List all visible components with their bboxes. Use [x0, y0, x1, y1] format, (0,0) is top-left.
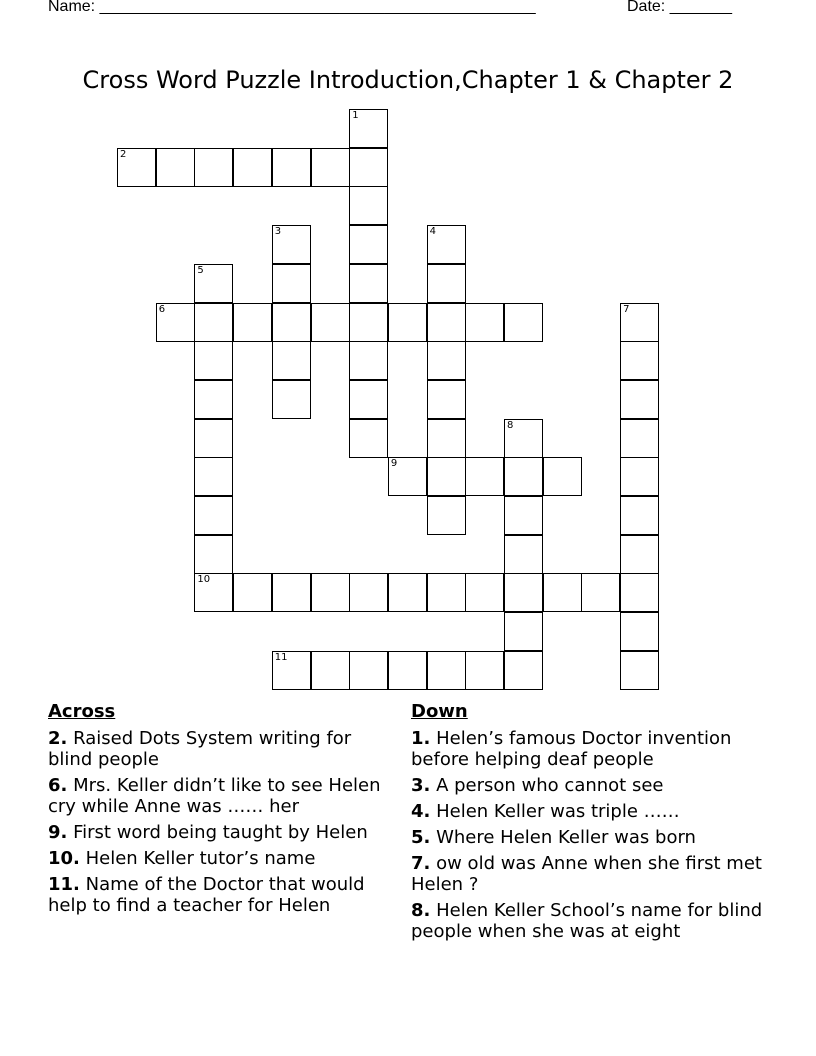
grid-cell[interactable]: [349, 419, 388, 458]
down-clue: [411, 853, 781, 895]
clue-number-label: 7.: [411, 853, 431, 874]
grid-cell[interactable]: [504, 419, 543, 458]
grid-cell[interactable]: [349, 651, 388, 690]
grid-cell[interactable]: [272, 148, 311, 187]
grid-cell[interactable]: [194, 341, 233, 380]
clue-number: 4: [429, 226, 436, 238]
clue-text: Helen Keller was triple ……: [430, 801, 680, 822]
grid-cell[interactable]: [465, 651, 504, 690]
across-clue: [48, 848, 398, 869]
grid-cell[interactable]: [504, 457, 543, 496]
clue-text: ow old was Anne when she first met Helen ?: [411, 853, 762, 895]
grid-cell[interactable]: [349, 264, 388, 303]
grid-cell[interactable]: [311, 303, 350, 342]
down-clue: [411, 775, 781, 796]
grid-cell[interactable]: [427, 264, 466, 303]
grid-cell[interactable]: [194, 380, 233, 419]
clue-number-label: 9.: [48, 822, 68, 843]
clue-text: Mrs. Keller didn’t like to see Helen cry while Anne was …… her: [48, 775, 381, 817]
grid-cell[interactable]: [349, 380, 388, 419]
grid-cell[interactable]: [504, 651, 543, 690]
clue-number: 10: [197, 574, 211, 586]
name-field[interactable]: Name: _________________________________________________: [48, 0, 536, 15]
grid-cell[interactable]: [581, 573, 620, 612]
grid-cell[interactable]: [504, 303, 543, 342]
down-clue: [411, 900, 781, 942]
across-heading: Across: [48, 701, 116, 722]
grid-cell[interactable]: [388, 303, 427, 342]
grid-cell[interactable]: [233, 303, 272, 342]
grid-cell[interactable]: [427, 496, 466, 535]
grid-cell[interactable]: [349, 109, 388, 148]
clue-number-label: 3.: [411, 775, 431, 796]
grid-cell[interactable]: [272, 573, 311, 612]
down-clues: [411, 701, 781, 947]
grid-cell[interactable]: [156, 303, 195, 342]
grid-cell[interactable]: [311, 148, 350, 187]
clue-text: Where Helen Keller was born: [430, 827, 696, 848]
date-field[interactable]: Date: _______: [627, 0, 732, 15]
grid-cell[interactable]: [194, 573, 233, 612]
clue-text: Raised Dots System writing for blind people: [48, 728, 352, 770]
grid-cell[interactable]: [388, 457, 427, 496]
clue-number-label: 5.: [411, 827, 431, 848]
grid-cell[interactable]: [465, 303, 504, 342]
grid-cell[interactable]: [194, 419, 233, 458]
grid-cell[interactable]: [311, 651, 350, 690]
grid-cell[interactable]: [349, 186, 388, 225]
clue-number-label: 11.: [48, 874, 80, 895]
clue-number-label: 8.: [411, 900, 431, 921]
grid-cell[interactable]: [194, 303, 233, 342]
grid-cell[interactable]: [349, 573, 388, 612]
clue-number-label: 10.: [48, 848, 80, 869]
clue-text: First word being taught by Helen: [67, 822, 368, 843]
clue-number-label: 1.: [411, 728, 431, 749]
across-clue: [48, 822, 398, 843]
across-clue: [48, 874, 398, 916]
down-clue: [411, 827, 781, 848]
clue-text: Helen’s famous Doctor invention before helping deaf people: [411, 728, 732, 770]
grid-cell[interactable]: [620, 341, 659, 380]
grid-cell[interactable]: [272, 651, 311, 690]
clue-number: 7: [623, 303, 630, 315]
grid-cell[interactable]: [543, 573, 582, 612]
grid-cell[interactable]: [349, 148, 388, 187]
grid-cell[interactable]: [504, 612, 543, 651]
clue-number: 3: [274, 226, 282, 238]
grid-cell[interactable]: [311, 573, 350, 612]
grid-cell[interactable]: [620, 496, 659, 535]
grid-cell[interactable]: [427, 651, 466, 690]
grid-cell[interactable]: [272, 303, 311, 342]
clue-number: 5: [197, 264, 204, 276]
grid-cell[interactable]: [427, 225, 466, 264]
grid-cell[interactable]: [465, 573, 504, 612]
grid-cell[interactable]: [272, 225, 311, 264]
across-clue: [48, 775, 398, 817]
grid-cell[interactable]: [272, 264, 311, 303]
clue-text: Helen Keller tutor’s name: [79, 848, 316, 869]
grid-cell[interactable]: [504, 535, 543, 574]
clue-number: 6: [158, 303, 166, 315]
across-clues: [48, 701, 398, 921]
grid-cell[interactable]: [427, 419, 466, 458]
clue-number-label: 6.: [48, 775, 68, 796]
grid-cell[interactable]: [272, 341, 311, 380]
clue-number: 9: [390, 458, 398, 470]
grid-cell[interactable]: [427, 573, 466, 612]
grid-cell[interactable]: [349, 303, 388, 342]
grid-cell[interactable]: [194, 148, 233, 187]
grid-cell[interactable]: [620, 457, 659, 496]
clue-number: 11: [274, 651, 288, 663]
grid-cell[interactable]: [272, 380, 311, 419]
grid-cell[interactable]: [427, 341, 466, 380]
grid-cell[interactable]: [620, 573, 659, 612]
grid-cell[interactable]: [156, 148, 195, 187]
grid-cell[interactable]: [117, 148, 156, 187]
clue-number-label: 4.: [411, 801, 431, 822]
grid-cell[interactable]: [620, 419, 659, 458]
grid-cell[interactable]: [620, 303, 659, 342]
down-clue: [411, 801, 781, 822]
clue-text: Name of the Doctor that would help to find a teacher for Helen: [48, 874, 365, 916]
clue-text: A person who cannot see: [430, 775, 664, 796]
down-clue-list: [411, 728, 781, 942]
down-heading: Down: [411, 701, 468, 722]
grid-cell[interactable]: [620, 612, 659, 651]
grid-cell[interactable]: [427, 457, 466, 496]
clue-number: 8: [507, 419, 514, 431]
grid-cell[interactable]: [620, 651, 659, 690]
clue-text: Helen Keller School’s name for blind people when she was at eight: [411, 900, 763, 942]
grid-cell[interactable]: [388, 651, 427, 690]
across-clue: [48, 728, 398, 770]
grid-cell[interactable]: [543, 457, 582, 496]
grid-cell[interactable]: [465, 457, 504, 496]
grid-cell[interactable]: [194, 535, 233, 574]
grid-cell[interactable]: [349, 225, 388, 264]
across-clue-list: [48, 728, 398, 916]
clue-number-label: 2.: [48, 728, 68, 749]
grid-cell[interactable]: [427, 303, 466, 342]
grid-cell[interactable]: [194, 264, 233, 303]
page-title: Cross Word Puzzle Introduction,Chapter 1 & Chapter 2: [82, 66, 734, 95]
grid-cell[interactable]: [349, 341, 388, 380]
grid-cell[interactable]: [388, 573, 427, 612]
grid-cell[interactable]: [233, 573, 272, 612]
clue-number: 1: [352, 110, 359, 121]
down-clue: [411, 728, 781, 770]
grid-cell[interactable]: [620, 535, 659, 574]
grid-cell[interactable]: [504, 496, 543, 535]
grid-cell[interactable]: [194, 496, 233, 535]
grid-cell[interactable]: [194, 457, 233, 496]
grid-cell[interactable]: [620, 380, 659, 419]
clue-number: 2: [120, 148, 127, 160]
grid-cell[interactable]: [233, 148, 272, 187]
grid-cell[interactable]: [504, 573, 543, 612]
grid-cell[interactable]: [427, 380, 466, 419]
